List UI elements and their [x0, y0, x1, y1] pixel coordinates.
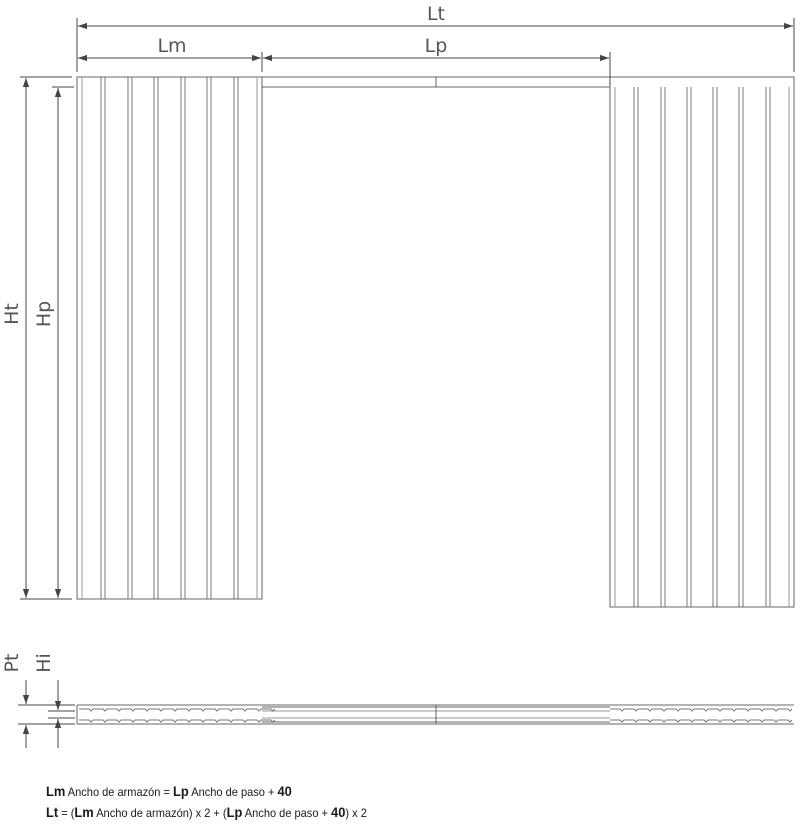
formula-frame-width: Lm Ancho de armazón = Lp Ancho de paso + 40	[46, 783, 292, 799]
plan-profile-line	[79, 720, 275, 722]
formulas	[46, 781, 367, 823]
formula-total-width: Lt = (Lm Ancho de armazón) x 2 + (Lp Ancho de paso + 40) x 2	[46, 804, 367, 820]
label-frame-width: Lm	[157, 35, 187, 57]
label-total-height: Ht	[1, 303, 23, 325]
label-total-width: Lt	[426, 3, 446, 25]
right-frame-plan	[610, 709, 792, 722]
plan-profile-line	[610, 720, 792, 722]
plan-profile-line	[79, 709, 275, 711]
plan-section-view	[77, 705, 794, 724]
label-total-depth: Pt	[1, 653, 23, 673]
label-passage-width: Lp	[424, 35, 448, 57]
label-inner-depth: Hi	[33, 653, 55, 673]
depth-dimensions	[18, 680, 75, 748]
front-elevation	[77, 77, 794, 607]
plan-profile-line	[610, 709, 792, 711]
left-frame-plan	[79, 709, 275, 722]
label-passage-height: Hp	[33, 300, 55, 328]
